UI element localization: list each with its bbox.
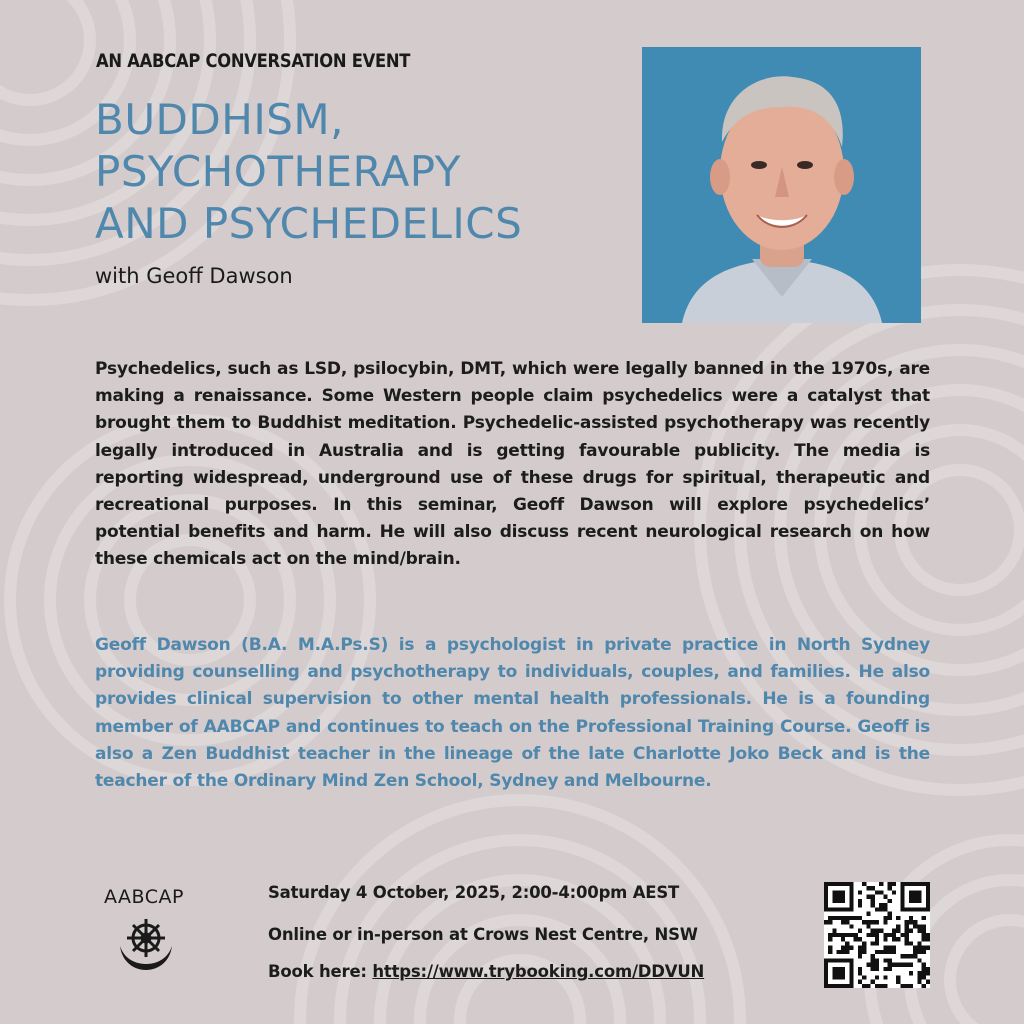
speaker-line: with Geoff Dawson [95,264,293,288]
title-line: BUDDHISM, [95,95,344,144]
logo-text: AABCAP [104,886,184,908]
event-date-time: Saturday 4 October, 2025, 2:00-4:00pm AEST [268,883,680,902]
booking-qr-code[interactable] [824,882,930,988]
speaker-photo [642,47,921,323]
booking-line [268,962,704,981]
title-line: PSYCHOTHERAPY [95,147,461,196]
event-title [95,94,635,250]
booking-label: Book here: [268,962,367,981]
event-description: Psychedelics, such as LSD, psilocybin, DMT, which were legally banned in the 1970s, are making a renaissance. Some Western people claim psychedelics were a catalyst that brought them to Buddhist meditation. Psychedelic-assisted psychotherapy was recently legally introduced in Australia and is getting favourable publicity. The media is reporting widespread, underground use of these drugs for spiritual, therapeutic and recreational purposes. In this seminar, Geoff Dawson will explore psychedelics’ potential benefits and harm. He will also discuss recent neurological research on how these chemicals act on the mind/brain. [95,359,930,570]
event-location: Online or in-person at Crows Nest Centre, NSW [268,925,698,944]
title-line: AND PSYCHEDELICS [95,199,523,248]
speaker-bio: Geoff Dawson (B.A. M.A.Ps.S) is a psychologist in private practice in North Sydney providing counselling and psychotherapy to individuals, couples, and families. He also provides clinical supervision to other mental health professionals. He is a founding member of AABCAP and continues to teach on the Professional Training Course. Geoff is also a Zen Buddhist teacher in the lineage of the late Charlotte Joko Beck and is the teacher of the Ordinary Mind Zen School, Sydney and Melbourne. [95,635,930,792]
qr-code-icon [824,882,930,988]
portrait-photo-icon [642,47,921,323]
event-eyebrow: AN AABCAP CONVERSATION EVENT [96,50,411,72]
dharma-wheel-hands-icon [100,880,200,980]
aabcap-logo [100,880,200,980]
booking-link[interactable]: https://www.trybooking.com/DDVUN [372,962,705,981]
